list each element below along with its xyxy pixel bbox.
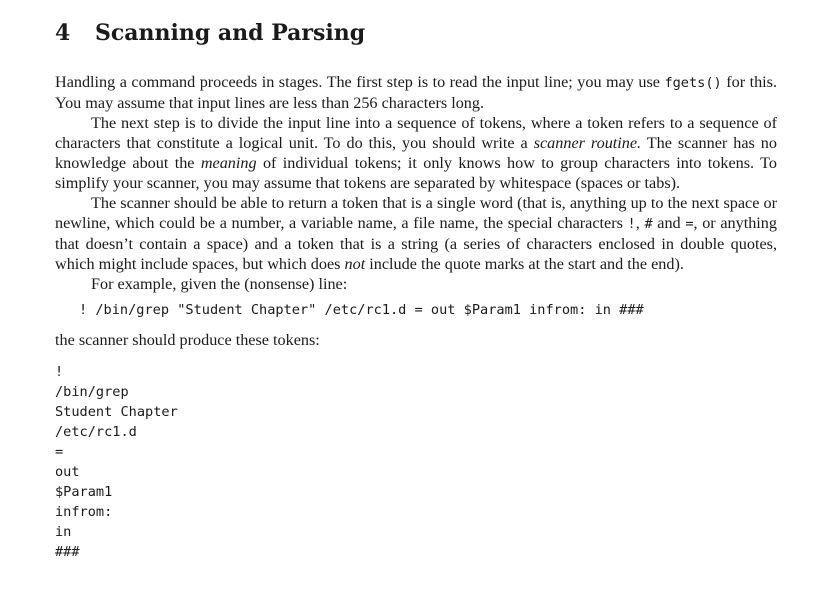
- token-item: =: [55, 444, 64, 460]
- emphasis-not: not: [344, 255, 366, 273]
- token-item: Student Chapter: [55, 404, 178, 420]
- token-item: $Param1: [55, 484, 113, 500]
- token-item: ###: [55, 544, 80, 560]
- inline-code-equals: =: [685, 216, 694, 232]
- emphasis-scanner-routine: scanner routine.: [533, 134, 642, 152]
- paragraph-scanner-return: [55, 193, 777, 274]
- paragraph-stages: [55, 72, 777, 113]
- text-run: The next step is to divide the input line into a sequence of tokens, where a token refers to a sequence of characters that constitute a logical unit. To do this, you should write a: [55, 114, 777, 152]
- emphasis-meaning: meaning: [200, 154, 257, 172]
- text-run: include the quote marks at the start and the end).: [365, 255, 684, 273]
- token-item: !: [55, 364, 64, 380]
- text-run: The scanner has no knowledge about the: [55, 134, 777, 172]
- inline-code-hash: #: [644, 216, 653, 232]
- text-run: and: [652, 214, 686, 232]
- token-list: [55, 362, 777, 562]
- paragraph-tokens: [55, 113, 777, 193]
- token-item: out: [55, 464, 80, 480]
- token-item: /etc/rc1.d: [55, 424, 137, 440]
- section-number: 4: [55, 20, 71, 46]
- text-run: , or anything that doesn’t contain a space) and a token that is a string (a series of characters enclosed in double quotes, which might include spaces, but which does: [55, 214, 777, 273]
- text-run: ,: [635, 214, 645, 232]
- tokens-intro: the scanner should produce these tokens:: [55, 331, 320, 349]
- inline-code-fgets: fgets(): [664, 75, 722, 91]
- token-item: infrom:: [55, 504, 113, 520]
- text-run: Handling a command proceeds in stages. The first step is to read the input line; you may use: [55, 73, 665, 91]
- inline-code-bang: !: [627, 216, 636, 232]
- token-item: in: [55, 524, 72, 540]
- document-page: [55, 18, 777, 562]
- text-run: for this. You may assume that input lines are less than 256 characters long.: [55, 73, 778, 112]
- text-run: The scanner should be able to return a token that is a single word (that is, anything up to the next space or newline, which could be a number, a variable name, a file name, the special characters: [55, 194, 777, 232]
- paragraph-example: For example, given the (nonsense) line:: [91, 275, 348, 293]
- token-item: /bin/grep: [55, 384, 129, 400]
- section-title: Scanning and Parsing: [95, 20, 366, 46]
- example-command-line: ! /bin/grep "Student Chapter" /etc/rc1.d = out $Param1 infrom: in ###: [79, 302, 644, 318]
- section-heading: [55, 18, 777, 48]
- text-run: of individual tokens; it only knows how to group characters into tokens. To simplify your scanner, you may assume that tokens are separated by whitespace (spaces or tabs).: [55, 154, 778, 192]
